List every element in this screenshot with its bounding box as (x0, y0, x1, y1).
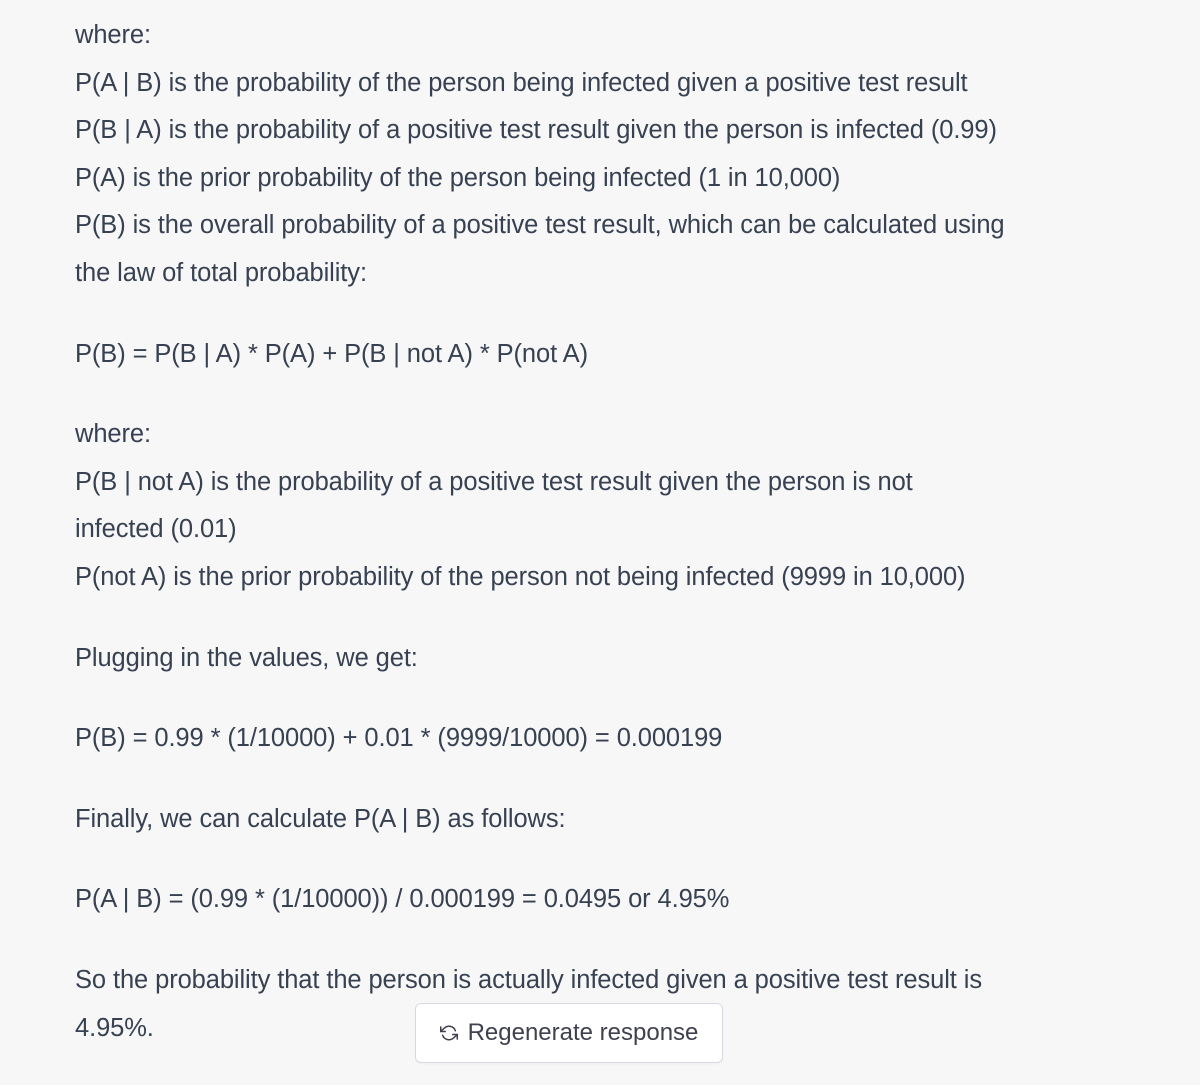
message-text: P(B | A) is the probability of a positive test result given the person is infected (0.99) (75, 116, 997, 145)
regenerate-button-label: Regenerate response (467, 1019, 699, 1046)
message-text: where: (75, 21, 151, 49)
message-text: infected (0.01) (75, 515, 237, 544)
message-text: P(not A) is the prior probability of the person not being infected (9999 in 10,000) (75, 562, 966, 591)
message-text: P(B) is the overall probability of a positive test result, which can be calculated using (75, 211, 1005, 240)
message-text: Plugging in the values, we get: (75, 643, 418, 672)
message-text: Finally, we can calculate P(A | B) as follows: (75, 804, 566, 833)
formula-text: P(B) = 0.99 * (1/10000) + 0.01 * (9999/10000) = 0.000199 (75, 724, 723, 753)
message-text: where: (75, 420, 151, 449)
message-text: P(B | not A) is the probability of a positive test result given the person is not (75, 467, 913, 496)
refresh-icon (440, 1024, 458, 1042)
formula-text: P(A | B) = (0.99 * (1/10000)) / 0.000199 = 0.0495 or 4.95% (75, 885, 730, 914)
regenerate-response-button[interactable] (415, 1003, 723, 1063)
message-text: P(A | B) is the probability of the person being infected given a positive test result (75, 68, 968, 97)
message-text: the law of total probability: (75, 258, 367, 287)
formula-text: P(B) = P(B | A) * P(A) + P(B | not A) * P(not A) (75, 339, 588, 368)
assistant-message (75, 12, 1075, 1052)
message-text: 4.95%. (75, 1013, 154, 1042)
message-text: So the probability that the person is actually infected given a positive test result is (75, 965, 982, 994)
message-text: P(A) is the prior probability of the person being infected (1 in 10,000) (75, 163, 841, 192)
